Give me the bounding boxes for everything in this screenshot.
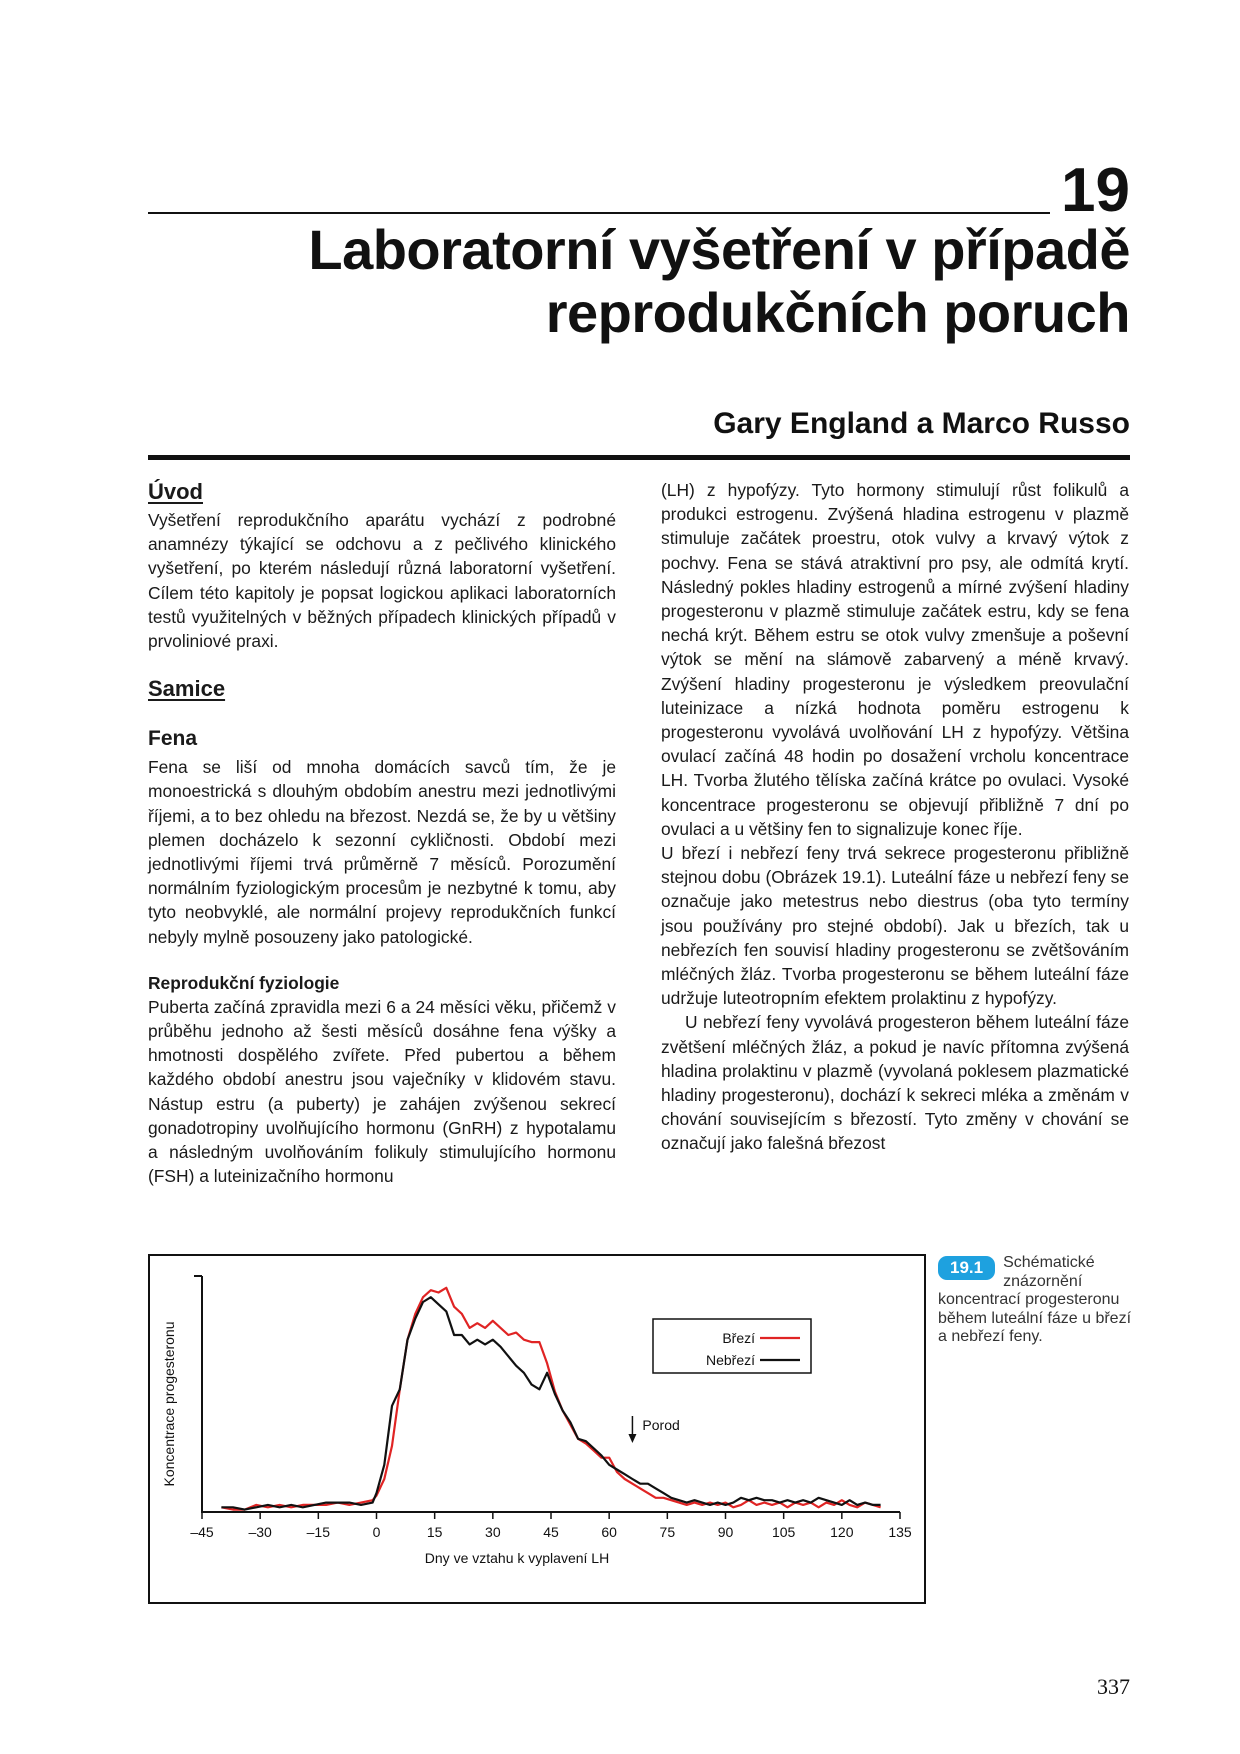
chapter-title bbox=[148, 218, 1130, 344]
x-tick-label: 75 bbox=[659, 1524, 676, 1540]
annotation-label: Porod bbox=[642, 1417, 680, 1433]
figure-caption-text: Schématické znázornění koncentrací progesteronu během luteální fáze u březí a nebřezí feny. bbox=[938, 1254, 1132, 1345]
paragraph-right-1: (LH) z hypofýzy. Tyto hormony stimulují růst folikulů a produkci estrogenu. Zvýšená hladina estrogenu v plazmě stimuluje začátek proestru, otok vulvy a krvavý výtok z pochvy. Fena se stává atraktivní pro psy, ale odmítá krytí. Následný pokles hladiny estrogenů a mírné zvýšení hladiny progesteronu v plazmě stimuluje začátek estru, kdy se fena nechá krýt. Během estru se otok vulvy zmenšuje a poševní výtok se mění na slámově zabarvený a méně krvavý. Zvýšení hladiny progesteronu je výsledkem preovulační luteinizace a nízká hodnota poměru estrogenu k progesteronu vyvolává uvolňování LH z hypofýzy. Většina ovulací začíná 48 hodin po dosažení vrcholu koncentrace LH. Tvorba žlutého tělíska začíná krátce po ovulaci. Vysoké koncentrace progesteronu se objevují přibližně 7 dní po ovulaci a u většiny fen to signalizuje konec říje. bbox=[661, 480, 1129, 839]
x-tick-label: 15 bbox=[426, 1524, 443, 1540]
x-tick-label: 30 bbox=[485, 1524, 501, 1540]
annotation-arrowhead bbox=[628, 1434, 636, 1443]
x-tick-label: 120 bbox=[830, 1524, 854, 1540]
subheading-physiology: Reprodukční fyziologie bbox=[148, 972, 340, 993]
figure-chart bbox=[148, 1254, 926, 1604]
chapter-title-line-1: Laboratorní vyšetření v případě bbox=[308, 218, 1130, 281]
section-heading-female: Samice bbox=[148, 676, 226, 702]
legend-label: Březí bbox=[722, 1330, 755, 1346]
section-heading-intro: Úvod bbox=[148, 479, 203, 504]
chapter-title-line-2: reprodukčních poruch bbox=[545, 281, 1130, 344]
paragraph-physiology: Puberta začíná zpravidla mezi 6 a 24 měsíci věku, přičemž v průběhu jednoho až šesti měsíců dosáhne fena výšky a hmotnosti dospělého zvířete. Před pubertou a během každého období anestru jsou vaječníky v klidovém stavu. Nástup estru (a puberty) je zahájen zvýšenou sekrecí gonadotropiny uvolňujícího hormonu (GnRH) z hypotalamu a následným uvolňováním folikuly stimulujícího hormonu (FSH) a luteinizačního hormonu bbox=[148, 996, 616, 1187]
x-tick-label: 60 bbox=[601, 1524, 617, 1540]
x-tick-label: 45 bbox=[543, 1524, 559, 1540]
progesterone-chart bbox=[150, 1256, 924, 1602]
x-tick-label: –45 bbox=[190, 1524, 214, 1540]
authors: Gary England a Marco Russo bbox=[713, 407, 1130, 440]
paragraph-dog: Fena se liší od mnoha domácích savců tím, že je monoestrická s dlouhým obdobím anestru mezi jednotlivými říjemi, a to bez ohledu na březost. Nezdá se, že by u většiny plemen docházelo k sezonní cykličnosti. Období mezi jednotlivými říjemi trvá průměrně 7 měsíců. Porozumění normálním fyziologickým procesům je nezbytné k tomu, aby tyto neobvyklé, ale normální projevy reprodukčních funkcí nebyly mylně posouzeny jako patologické. bbox=[148, 757, 616, 947]
x-tick-label: –30 bbox=[248, 1524, 272, 1540]
figure-caption bbox=[938, 1254, 1138, 1347]
figure-badge: 19.1 bbox=[938, 1256, 995, 1280]
chapter-number: 19 bbox=[1061, 156, 1130, 225]
paragraph-right-2: U březí i nebřezí feny trvá sekrece progesteronu přibližně stejnou dobu (Obrázek 19.1). Luteální fáze u nebřezí feny se označuje jako metestrus nebo diestrus (oba tyto termíny jsou používány pro stejné období). Jak u březích, tak u nebřezích fen souvisí hladiny progesteronu se zvětšováním mléčných žláz. Tvorba progesteronu se během luteální fáze udržuje luteotropním efektem prolaktinu z hypofýzy. bbox=[661, 843, 1129, 1009]
page-number: 337 bbox=[1097, 1674, 1130, 1699]
x-tick-label: 105 bbox=[771, 1524, 796, 1540]
x-tick-label: –15 bbox=[306, 1524, 331, 1540]
right-column bbox=[661, 478, 1129, 1156]
legend-label: Nebřezí bbox=[705, 1352, 755, 1368]
x-tick-label: 135 bbox=[888, 1524, 912, 1540]
chapter-rule bbox=[148, 212, 1050, 214]
left-column bbox=[148, 478, 616, 1188]
y-axis-label: Koncentrace progesteronu bbox=[161, 1321, 177, 1487]
authors-rule bbox=[148, 455, 1130, 460]
subheading-dog: Fena bbox=[148, 727, 198, 751]
paragraph-intro: Vyšetření reprodukčního aparátu vychází z podrobné anamnézy týkající se odchovu a z pečlivého klinického vyšetření, po kterém následují různá laboratorní vyšetření. Cílem této kapitoly je popsat logickou aplikaci laboratorních testů využitelných v běžných případech klinických případů v prvoliniové praxi. bbox=[148, 510, 616, 652]
paragraph-right-3: U nebřezí feny vyvolává progesteron během luteální fáze zvětšení mléčných žláz, a pokud je navíc přítomna zvýšená hladina prolaktinu v plazmě (vyvolaná poklesem plazmatické hladiny progesteronu), dochází k sekreci mléka a změnám v chování souvisejícím s březostí. Tyto změny v chování se označují jako falešná březost bbox=[661, 1012, 1129, 1154]
x-axis-label: Dny ve vztahu k vyplavení LH bbox=[424, 1550, 610, 1566]
x-tick-label: 90 bbox=[717, 1524, 734, 1540]
x-tick-label: 0 bbox=[372, 1524, 381, 1540]
